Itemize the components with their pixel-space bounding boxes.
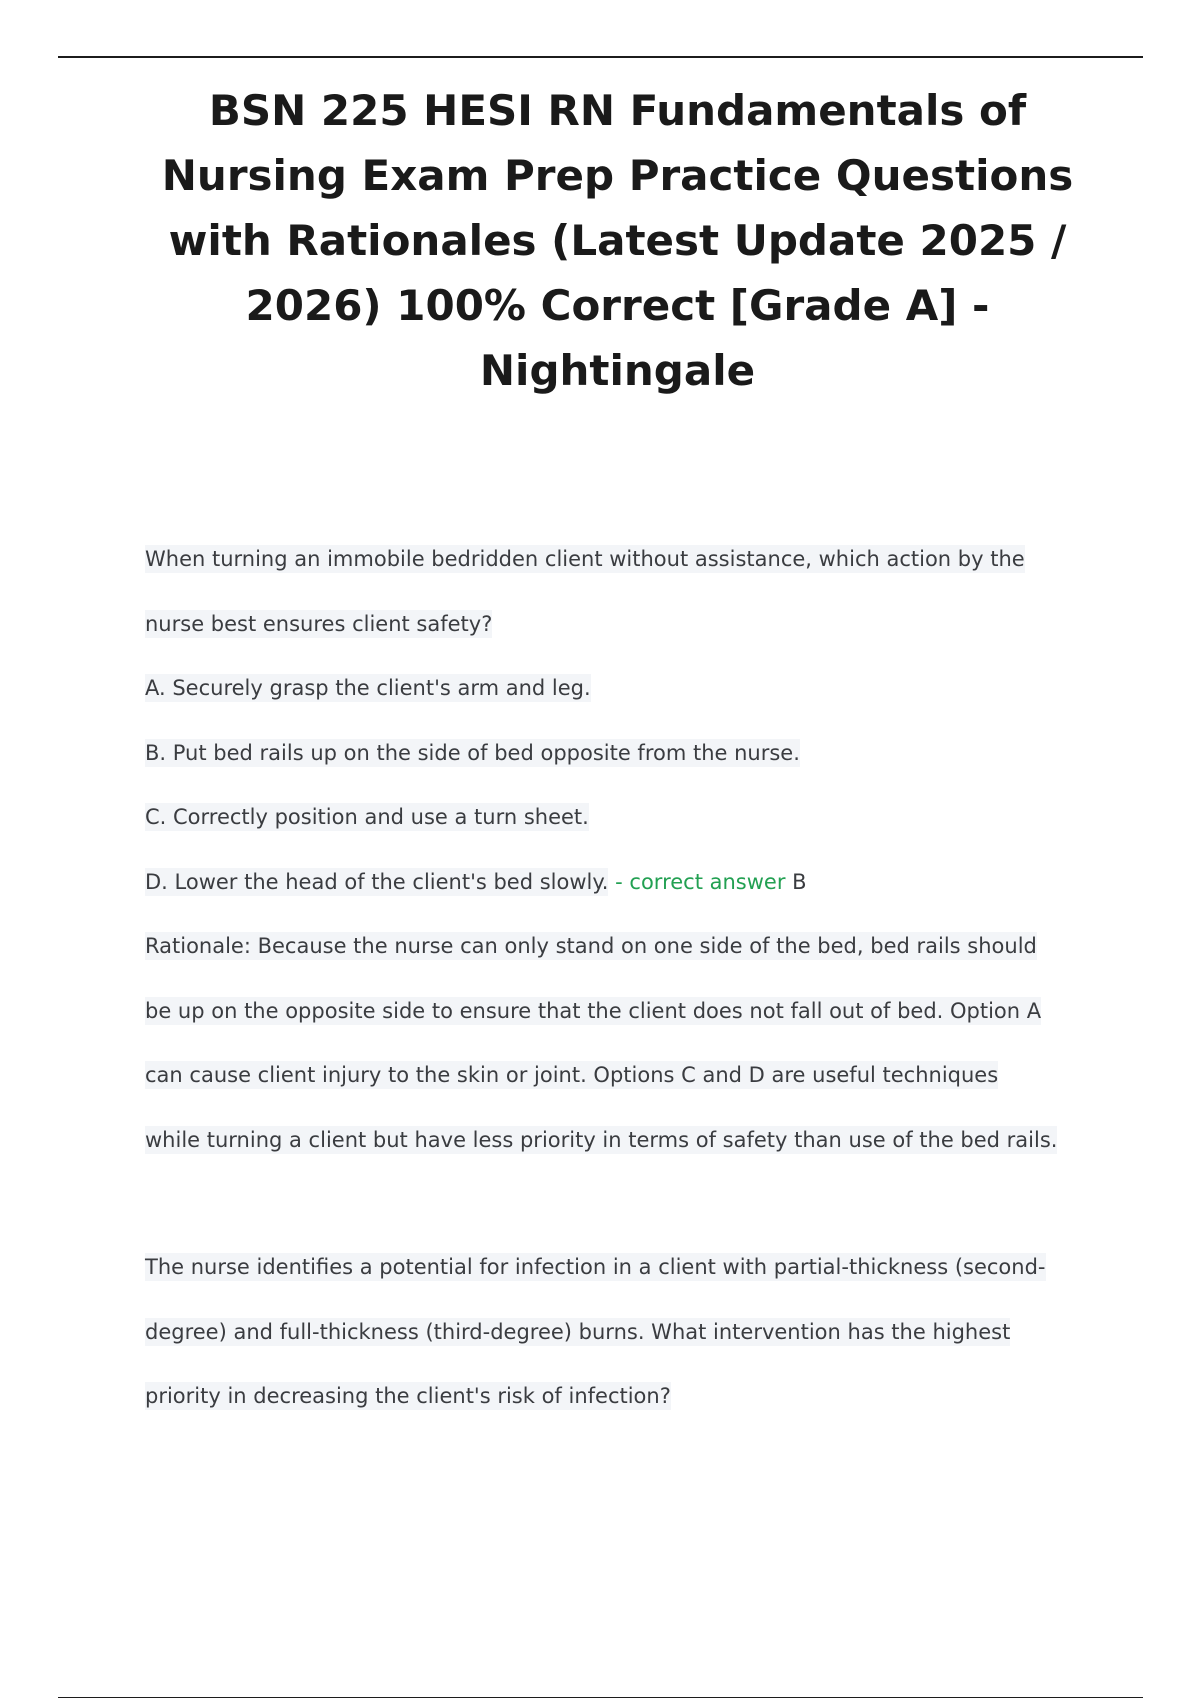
question-stem-line: nurse best ensures client safety?	[145, 611, 493, 636]
title-line: Nursing Exam Prep Practice Questions	[161, 151, 1074, 200]
rationale-line: while turning a client but have less priority in terms of safety than use of the bed rails.	[145, 1127, 1058, 1152]
question-stem-line: priority in decreasing the client's risk of infection?	[145, 1384, 671, 1408]
option-d: D. Lower the head of the client's bed slowly. - correct answer B	[145, 869, 807, 894]
correct-answer-label: - correct answer	[615, 869, 786, 894]
title-line: Nightingale	[479, 346, 756, 395]
title-line: 2026) 100% Correct [Grade A] -	[245, 281, 990, 330]
title-line: BSN 225 HESI RN Fundamentals of	[208, 86, 1027, 135]
question-stem-line: degree) and full-thickness (third-degree) burns. What intervention has the highest	[145, 1319, 1011, 1344]
option-c: C. Correctly position and use a turn sheet.	[145, 805, 589, 829]
question-stem-line: The nurse identifies a potential for infection in a client with partial-thickness (second-	[145, 1255, 1046, 1279]
rationale-line: be up on the opposite side to ensure that the client does not fall out of bed. Option A	[145, 998, 1042, 1023]
bottom-divider	[58, 1697, 1143, 1698]
rationale-line: can cause client injury to the skin or joint. Options C and D are useful techniques	[145, 1063, 999, 1087]
option-b: B. Put bed rails up on the side of bed opposite from the nurse.	[145, 740, 800, 765]
question-2	[145, 1249, 1095, 1443]
correct-answer-value: B	[792, 869, 807, 894]
title-line: with Rationales (Latest Update 2025 /	[168, 216, 1067, 265]
rationale-line: Rationale: Because the nurse can only stand on one side of the bed, bed rails should	[145, 934, 1037, 958]
question-stem-line: When turning an immobile bedridden client without assistance, which action by the	[145, 547, 1025, 571]
option-a: A. Securely grasp the client's arm and leg.	[145, 676, 591, 700]
document-title	[140, 78, 1095, 403]
top-divider	[58, 56, 1143, 58]
question-1	[145, 541, 1095, 1186]
